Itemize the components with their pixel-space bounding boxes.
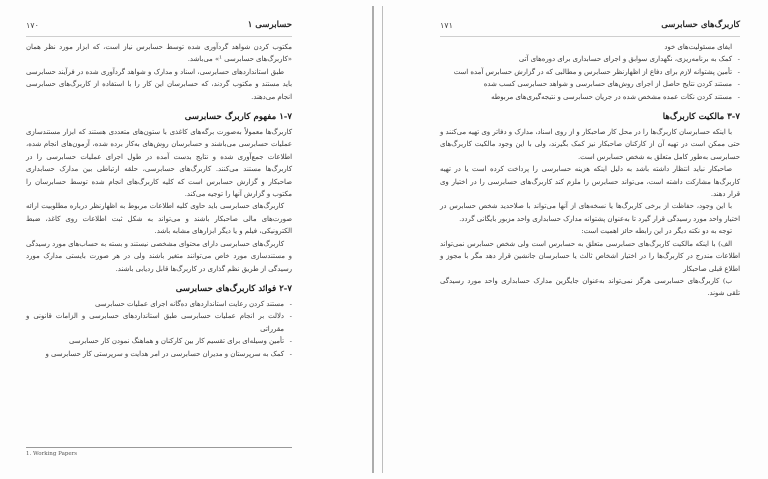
- benefits-list-continued: [440, 41, 740, 103]
- intro-paragraph-2: طبق استانداردهای حسابرسی، اسناد و مدارک و شواهد گردآوری شده در فرآیند حسابرسی باید مستند و مکتوب گردند، که حسابرسان این کار را با استفاده از کاربرگ‌های حسابرسی انجام می‌دهند.: [26, 67, 292, 101]
- ownership-paragraph-4: توجه به دو نکته دیگر در این رابطه حائز اهمیت است:: [581, 227, 732, 236]
- list-item: - مستند کردن نتایج حاصل از اجرای روش‌های حسابرسی و شواهد حسابرسی کسب شده: [440, 78, 740, 90]
- list-item: - کمک به سرپرستان و مدیران حسابرسی در امر هدایت و سرپرستی کار حسابرسی و: [26, 348, 292, 360]
- left-page-title: حسابرسی ۱: [247, 20, 292, 30]
- concept-paragraph-1: کاربرگ‌ها معمولاً به‌صورت برگه‌های کاغذی با ستون‌های متعددی هستند که ابزار مستندسازی عملیات حسابرسی می‌باشند و حسابرسان روش‌های به‌کار برده شده، آزمون‌های انجام شده، اطلاعات جمع‌آوری شده و نتایج بدست آمده در طول اجرای عملیات حسابرسی را در کاربرگ‌ها مستند می‌کنند. کاربرگ‌های حسابرسی، حلقه ارتباطی بین مدارک حسابداری صاحبکار و گزارش حسابرس است که کلیه کاربرگ‌های انجام شده توسط حسابرسان را مکتوب و گزارش آنها را توجیه می‌کند.: [26, 128, 292, 199]
- ownership-paragraph-6: ب) کاربرگ‌های حسابرسی هرگز نمی‌تواند به‌عنوان جایگزین مدارک حسابداری واحد مورد رسیدگی تلقی شوند.: [440, 276, 740, 298]
- ownership-paragraph-1: با اینکه حسابرسان کاربرگ‌ها را در محل کار صاحبکار و از روی اسناد، مدارک و دفاتر وی تهیه می‌کنند و حتی ممکن است در تهیه آن از کارکنان صاحبکار نیز کمک بگیرند، ولی با این وجود مالکیت کاربرگ‌های حسابرسی به‌طور کامل متعلق به شخص حسابرس است.: [440, 128, 740, 161]
- list-item: - تأمین پشتوانه لازم برای دفاع از اظهارنظر حسابرس و مطالبی که در گزارش حسابرس آمده است: [440, 66, 740, 78]
- left-page-header: [26, 20, 292, 37]
- ownership-paragraph-3: با این وجود، حفاظت از برخی کاربرگ‌ها یا نسخه‌های از آنها می‌تواند با صلاحدید شخص حسابرس در اختیار واحد مورد رسیدگی قرار گیرد تا به‌عنوان پشتوانه مدارک حسابداری واحد مزبور بایگانی گردد.: [440, 202, 740, 223]
- intro-paragraph-1: مکتوب کردن شواهد گردآوری شده توسط حسابرس نیاز است، که ابزار مورد نظر همان «کاربرگ‌های حسابرسی ¹» می‌باشد.: [26, 43, 292, 64]
- ownership-paragraph-2: صاحبکار نباید انتظار داشته باشد به دلیل اینکه هزینه حسابرسی را پرداخت کرده است یا در تهیه کاربرگ‌ها مشارکت داشته است، می‌تواند حسابرس را ملزم کند کاربرگ‌های حسابرسی را در اختیار وی قرار دهند.: [440, 165, 740, 199]
- section-heading-ownership: ۳-۷ مالکیت کاربرگ‌ها: [662, 112, 740, 123]
- ownership-paragraph-5: الف) با اینکه مالکیت کاربرگ‌های حسابرسی متعلق به حسابرس است ولی شخص حسابرس نمی‌تواند اطلاعات مندرج در کاربرگ‌ها را در اختیار اشخاص ثالث یا حسابرسان جانشین قرار دهد مگر با مجوز و اطلاع قبلی صاحبکار: [440, 239, 740, 273]
- list-item: - مستند کردن رعایت استانداردهای ده‌گانه اجرای عملیات حسابرسی: [26, 298, 292, 310]
- right-page-header: [440, 20, 740, 37]
- left-page-number: ۱۷۰: [26, 20, 39, 30]
- concept-paragraph-3: کاربرگ‌های حسابرسی دارای محتوای مشخصی نیستند و بسته به حساب‌های مورد رسیدگی و مستندسازی مورد خاص می‌توانند متغیر باشند ولی در هر صورت بایستی مدارک مورد رسیدگی از طریق نظم گذاری در کاربرگ‌ها قابل ردیابی باشند.: [26, 239, 292, 273]
- benefits-list: [26, 298, 292, 360]
- list-item: - تأمین وسیله‌ای برای تقسیم کار بین کارکنان و هماهنگ نمودن کار حسابرسی: [26, 335, 292, 347]
- list-item: - دلالت بر انجام عملیات حسابرسی طبق استانداردهای حسابرسی و الزامات قانونی و مقرراتی: [26, 310, 292, 335]
- right-page: [386, 0, 768, 479]
- footnote: 1. Working Papers: [26, 447, 292, 457]
- list-item: - مستند کردن نکات عمده مشخص شده در جریان حسابرسی و نتیجه‌گیری‌های مربوطه: [440, 91, 740, 103]
- right-page-number: ۱۷۱: [440, 20, 453, 30]
- section-heading-benefits: ۲-۷ فوائد کاربرگ‌های حسابرسی: [175, 283, 292, 294]
- right-page-title: کاربرگ‌های حسابرسی: [661, 20, 740, 30]
- section-heading-concept: ۱-۷ مفهوم کاربرگ حسابرسی: [184, 112, 292, 123]
- concept-paragraph-2: کاربرگ‌های حسابرسی باید حاوی کلیه اطلاعات مربوط به اظهارنظر درباره مطلوبیت ارائه صورت‌های مالی صاحبکار باشند و می‌تواند به شکل ثبت اطلاعات روی کاغذ، ضبط الکترونیکی، فیلم و یا دیگر ابزارهای مشابه باشد.: [26, 202, 292, 236]
- list-item: ایفای مسئولیت‌های خود: [664, 43, 732, 51]
- list-item: - کمک به برنامه‌ریزی، نگهداری سوابق و اجرای حسابداری برای دوره‌های آتی: [440, 53, 740, 65]
